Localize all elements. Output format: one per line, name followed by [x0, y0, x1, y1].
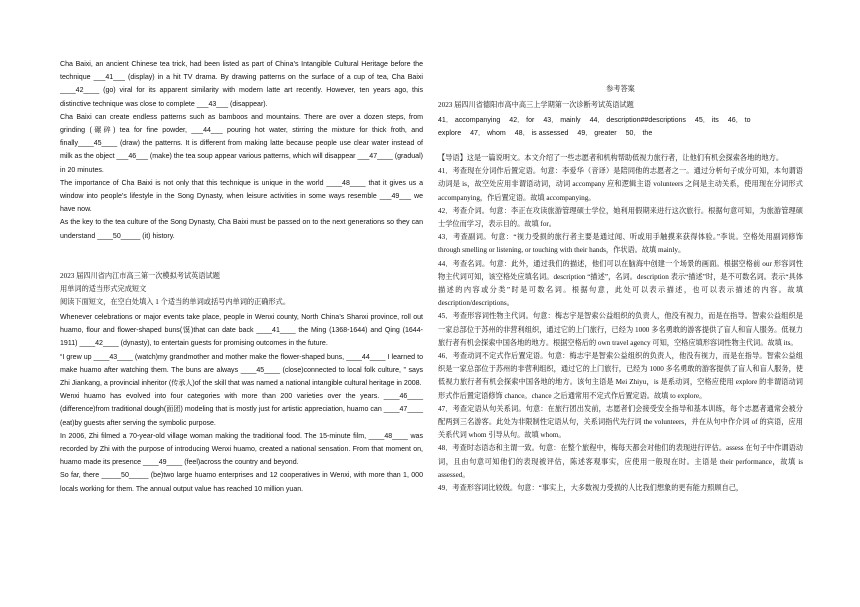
section2-subtitle: 用单词的适当形式完成短文: [60, 285, 147, 294]
answer-list: [438, 114, 803, 140]
passage1-paragraph-1: Cha Baixi, an ancient Chinese tea trick, had been listed as part of China’s Intangible Cultural Heritage before the technique ___41___ (display) in a hit TV drama. By drawing patterns on the surface of a cup of tea, Cha Baixi ____42____ (go) viral for its apparent similarity with modern latte art recently. However, ten years ago, this distinctive technique was close to complete ___43___ (disappear).: [60, 61, 423, 108]
answer-key-header: 参考答案: [606, 85, 635, 93]
section2-instruction: 阅读下面短文，在空白处填入 1 个适当的单词或括号内单词的正确形式。: [60, 298, 291, 307]
passage2-paragraph-4: In 2006, Zhi filmed a 70-year-old village woman making the traditional food. The 15-minute film, ____48____ was recorded by Zhi with the purpose of introducing Wenxi huamo, created a national sensation. From that moment on, huamo made its presence ____49____ (feel)across the country and beyond.: [60, 432, 423, 467]
explanation-41: 41．考查现在分词作后置定语。句意：李爱华（音译）是陪同他的志愿者之一。通过分析句子成分可知，本句谓语动词是 is，故空处应用非谓语动词，动词 accompany 应和逻辑主语 volunteers 之间是主动关系，使用现在分词形式 accompanying，作后置定语。故填 accompanying。: [438, 167, 803, 202]
answer-line-2: explore 47． whom 48． is assessed 49． greater 50． the: [438, 130, 653, 138]
passage2-paragraph-3: Wenxi huamo has evolved into four categories with more than 200 varieties over the years. ____46____ (difference)from traditional dough(面团) modeling that is mostly just for artistic appreciation, huamo can ____47____ (eat)by guests after serving the symbolic purpose.: [60, 393, 423, 427]
explanation-46: 46．考查动词不定式作后置定语。句意：梅志宇是智索公益组织的负责人，他没有视力，而是在指导。智索公益组织是一家总部位于苏州的非营利组织，通过它的上门旅行，已经为 1000 多名勇敢的游客提供了盲人和盲人服务，使低视力旅行者有机会探索中国各地的地方。该句主语是 Mei Zhiyu，is 是系动词，空格应使用 explore 的非谓语动词形式作后置定语修饰 chance。chance 之后通常用不定式作后置定语。故填 to explore。: [438, 352, 803, 400]
explanation-47: 47．考查定语从句关系词。句意：在旅行团出发前，志愿者们会接受安全指导和基本训练，每个志愿者通常会被分配两到三名游客。此处为非限制性定语从句，关系词指代先行词 the volunteers，并在从句中作介词 of 的宾语，应用关系代词 whom 引导从句。故填 whom。: [438, 404, 803, 440]
passage2-paragraph-5: So far, there _____50_____ (be)two large huamo enterprises and 12 cooperatives in Wenxi, with more than 1, 000 locals working for them. The annual output value has reached 10 million yuan.: [60, 472, 423, 493]
passage1-paragraph-4: As the key to the tea culture of the Song Dynasty, Cha Baixi must be passed on to the next generations so they can understand ____50_____ (it) history.: [60, 219, 423, 240]
passage-huamo: [60, 311, 423, 496]
explanation-43: 43．考查副词。句意：“视力受损的旅行者主要是通过闻、听或用手触摸来获得体验。”李说。空格处用副词修饰 through smelling or listening, or touching with their hands，作状语。故填 mainly。: [438, 233, 803, 255]
passage1-paragraph-2: Cha Baixi can create endless patterns such as bamboos and mountains. There are over a dozen steps, from grinding (碾碎) tea for fine powder, ___44___ pouring hot water, stirring the mixture for thick froth, and finally____45____ (draw) the patterns. It is different from making latte because people use clear water instead of milk as the object ___46___ (make) the tea soup appear various patterns, which will disappear ___47____ (gradual) in 20 minutes.: [60, 113, 423, 174]
explanation-44: 44．考查名词。句意：此外，通过我们的描述，他们可以在脑海中创建一个场景的画面。根据空格前 our 形容词性物主代词可知，该空格处应填名词。description “描述”，名词。description 表示“描述”时，是不可数名词。表示“具体描述的内容或分类”时是可数名词。根据句意，此处可以表示描述，也可以表示描述的内容。故填 description/descriptions。: [438, 259, 803, 308]
section2-title: 2023 届四川省内江市高三第一次模拟考试英语试题: [60, 272, 220, 280]
passage2-paragraph-2: “I grew up ____43____ (watch)my grandmother and mother make the flower-shaped buns, ____44____ I learned to make huamo after watching them. The buns are always ____45____ (close)connected to local folk culture, ” says Zhi Jiankang, a provincial inheritor (传承人)of the skill that was named a national intangible cultural heritage in 2008.: [60, 353, 423, 388]
explanation-49: 49．考查形容词比较级。句意：“事实上，大多数视力受损的人比我们想象的更有能力照顾自己，: [438, 484, 744, 493]
explanations: [438, 152, 803, 495]
explanation-48: 48．考查时态语态和主谓一致。句意：在整个旅程中，梅每天都会对他们的表现进行评估。assess 在句子中作谓语动词，且由句意可知他们的表现被评估，陈述客观事实，应使用一般现在时。主语是 their performance，故填 is assessed。: [438, 444, 803, 479]
explanation-42: 42．考查介词。句意：李正在攻读旅游管理硕士学位，她利用假期来进行这次旅行。根据句意可知，为旅游管理硕士学位而学习，表示目的。故填 for。: [438, 206, 803, 229]
explanation-45: 45．考查形容词性物主代词。句意：梅志宇是智索公益组织的负责人，他没有视力，而是在指导。智索公益组织是一家总部位于苏州的非营利组织，通过它的上门旅行，已经为 1000 多名勇敢的游客提供了盲人和盲人服务。低视力旅行者有机会探索中国各地的地方。根据空格后的 own travel agency 可知，空格应填形容词性物主代词。故填 its。: [438, 312, 803, 347]
passage1-paragraph-3: The importance of Cha Baixi is not only that this technique is unique in the world ____48____ that it gives us a window into people’s lifestyle in the Song Dynasty, when leisure activities in some ways resemble ___49___ we have now.: [60, 179, 423, 214]
passage-cha-baixi: [60, 58, 423, 243]
guide-paragraph: 【导语】这是一篇说明文。本文介绍了一些志愿者和机构帮助低视力旅行者，让他们有机会探索各地的地方。: [438, 154, 784, 162]
answer-line-1: 41． accompanying 42． for 43． mainly 44． description##descriptions 45． its 46． to: [438, 117, 751, 124]
passage2-paragraph-1: Whenever celebrations or major events take place, people in Wenxi county, North China’s Shanxi province, roll out huamo, flour and flower-shaped buns(馍)that can date back ____41____ the Ming (1368-1644) and Qing (1644-1911) ____42____ (dynasty), to entertain guests for promising outcomes in the future.: [60, 314, 423, 348]
answer-source-title: 2023 届四川省德阳市高中高三上学期第一次诊断考试英语试题: [438, 101, 634, 109]
section2-heading: [60, 270, 423, 310]
